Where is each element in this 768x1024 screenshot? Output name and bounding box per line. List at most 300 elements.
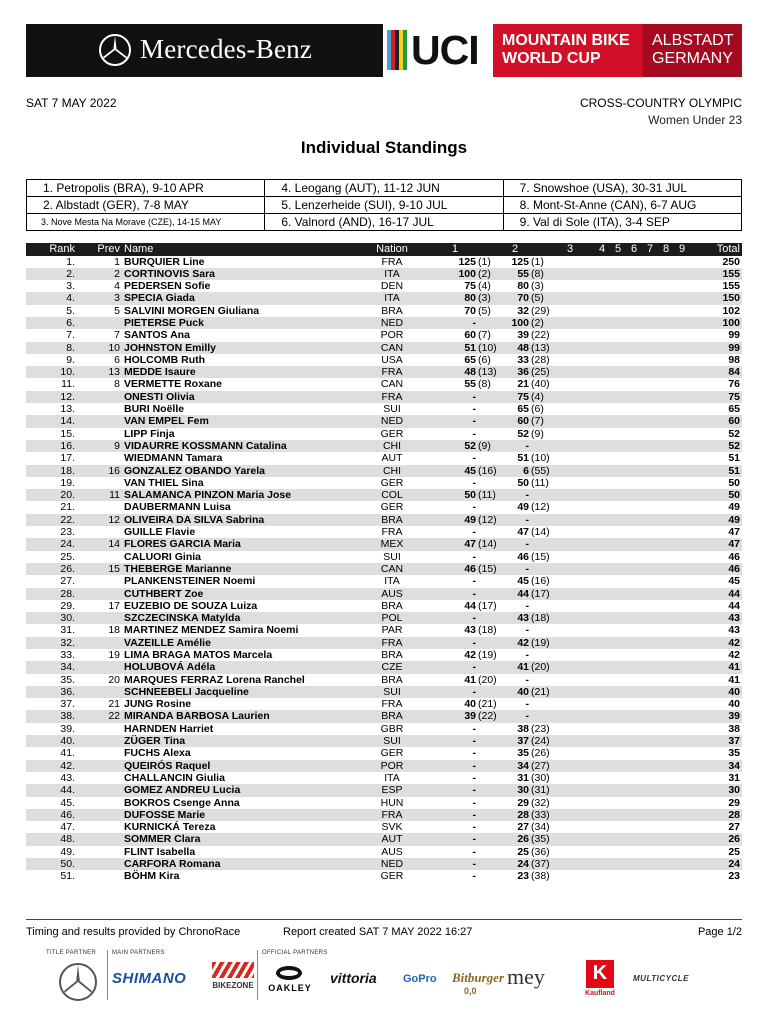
- round1-place: (15): [478, 562, 497, 575]
- round2-points: 80: [517, 280, 529, 293]
- event-title: MOUNTAIN BIKE WORLD CUP: [502, 32, 630, 67]
- round2-points: 49: [517, 501, 529, 514]
- rider-name: OLIVEIRA DA SILVA Sabrina: [124, 513, 265, 526]
- table-row: [26, 440, 742, 452]
- round1-points: 52: [464, 439, 476, 452]
- total-points: 75: [728, 390, 740, 403]
- prev-cell: 21: [108, 698, 120, 711]
- round2-place: (15): [531, 550, 550, 563]
- rank-cell: 17.: [60, 452, 75, 465]
- nation-cell: AUT: [381, 452, 403, 465]
- rider-name: PLANKENSTEINER Noemi: [124, 575, 256, 588]
- rider-name: CORTINOVIS Sara: [124, 267, 216, 280]
- total-points: 84: [728, 366, 740, 379]
- event-city: ALBSTADT GERMANY: [643, 24, 742, 77]
- nation-cell: SVK: [381, 821, 403, 834]
- round1-points: -: [472, 316, 476, 329]
- round2-place: (7): [531, 415, 544, 428]
- table-row: [26, 870, 742, 882]
- rank-cell: 48.: [60, 833, 75, 846]
- round1-points: -: [472, 747, 476, 760]
- prev-cell: 12: [108, 513, 120, 526]
- col-round-1: 1: [451, 243, 459, 255]
- table-row: [26, 797, 742, 809]
- round2-points: -: [525, 562, 529, 575]
- nation-cell: BRA: [381, 513, 403, 526]
- round2-place: (16): [531, 575, 550, 588]
- round1-place: (12): [478, 513, 497, 526]
- nation-cell: GER: [380, 870, 404, 883]
- rank-cell: 11.: [61, 378, 75, 391]
- rider-name: SALVINI MORGEN Giuliana: [124, 304, 260, 317]
- rank-cell: 27.: [60, 575, 75, 588]
- round2-place: (22): [531, 329, 550, 342]
- rank-cell: 36.: [60, 685, 75, 698]
- round2-points: 60: [517, 415, 529, 428]
- rider-name: BÖHM Kira: [124, 870, 180, 883]
- rider-name: KURNICKÁ Tereza: [124, 821, 216, 834]
- rider-name: VAN EMPEL Fem: [124, 415, 209, 428]
- round1-points: 50: [464, 489, 476, 502]
- official-partners-label: OFFICIAL PARTNERS: [262, 950, 328, 956]
- round2-points: 51: [517, 452, 529, 465]
- mey-logo: mey: [507, 964, 545, 989]
- round2-points: -: [525, 673, 529, 686]
- table-row: [26, 526, 742, 538]
- round2-points: 34: [517, 759, 529, 772]
- total-points: 51: [728, 452, 740, 465]
- round2-points: 47: [517, 526, 529, 539]
- round2-place: (13): [531, 341, 550, 354]
- table-row: [26, 280, 742, 292]
- round-cell: 3. Nove Mesta Na Morave (CZE), 14-15 MAY: [27, 214, 265, 231]
- rider-name: SALAMANCA PINZON Maria Jose: [124, 489, 292, 502]
- rank-cell: 20.: [60, 489, 75, 502]
- round1-place: (18): [478, 624, 497, 637]
- rounds-row: [27, 180, 742, 197]
- round2-place: (34): [531, 821, 550, 834]
- col-round-5: 5: [615, 243, 622, 255]
- round1-place: (21): [478, 698, 497, 711]
- round1-points: 65: [464, 353, 476, 366]
- prev-cell: 10: [108, 341, 120, 354]
- round1-place: (10): [478, 341, 497, 354]
- round2-points: 46: [517, 550, 529, 563]
- round1-place: (2): [478, 267, 491, 280]
- col-nation: Nation: [376, 243, 408, 255]
- bitburger-logo: [452, 964, 505, 1000]
- round2-place: (18): [531, 612, 550, 625]
- round2-place: (5): [531, 292, 544, 305]
- total-points: 31: [728, 771, 740, 784]
- table-row: [26, 809, 742, 821]
- total-points: 24: [728, 858, 740, 871]
- round1-points: -: [472, 661, 476, 674]
- round2-points: 43: [517, 612, 529, 625]
- round1-points: 44: [464, 599, 476, 612]
- total-points: 42: [728, 649, 740, 661]
- round1-points: 48: [464, 366, 476, 379]
- rounds-row: [27, 197, 742, 214]
- nation-cell: GER: [380, 476, 404, 489]
- round1-points: -: [472, 796, 476, 809]
- total-points: 155: [722, 267, 740, 280]
- rank-cell: 37.: [60, 698, 75, 711]
- oakley-ellipse-icon: [276, 966, 302, 980]
- rider-name: FLINT Isabella: [124, 845, 196, 858]
- round2-place: (38): [531, 870, 550, 883]
- rank-cell: 35.: [60, 673, 75, 686]
- total-points: 44: [728, 599, 740, 612]
- nation-cell: NED: [380, 415, 404, 428]
- table-row: [26, 624, 742, 636]
- table-row: [26, 846, 742, 858]
- round1-points: 125: [458, 255, 476, 268]
- round1-points: 45: [464, 464, 476, 477]
- header-banner: [26, 24, 742, 77]
- rank-cell: 21.: [60, 501, 75, 514]
- prev-cell: 2: [114, 267, 120, 280]
- prev-cell: 9: [114, 439, 120, 452]
- round1-place: (22): [478, 710, 497, 723]
- table-row: [26, 723, 742, 735]
- rider-name: VAN THIEL Sina: [124, 476, 204, 489]
- nation-cell: CHI: [382, 464, 402, 477]
- round2-place: (11): [531, 476, 549, 489]
- footer-divider: [26, 919, 742, 920]
- round1-place: (6): [478, 353, 491, 366]
- rank-cell: 8.: [66, 341, 75, 354]
- total-points: 41: [728, 661, 740, 674]
- prev-cell: 18: [108, 624, 120, 637]
- round1-place: (16): [478, 464, 497, 477]
- rank-cell: 26.: [60, 562, 75, 575]
- round1-points: -: [472, 784, 476, 797]
- total-points: 46: [728, 550, 740, 563]
- total-points: 46: [728, 562, 740, 575]
- round2-place: (55): [531, 464, 550, 477]
- round2-points: 38: [517, 722, 529, 735]
- rider-name: LIPP Finja: [124, 427, 175, 440]
- bitburger-text: Bitburger: [452, 970, 505, 985]
- nation-cell: SUI: [383, 685, 401, 698]
- nation-cell: POR: [380, 759, 404, 772]
- round2-place: (27): [531, 759, 550, 772]
- round2-place: (3): [531, 280, 544, 293]
- table-row: [26, 563, 742, 575]
- round2-place: (10): [531, 452, 550, 465]
- nation-cell: CHI: [382, 439, 402, 452]
- round2-place: (37): [531, 858, 550, 871]
- col-rank: Rank: [49, 243, 75, 255]
- rider-name: ZÜGER Tina: [124, 735, 186, 748]
- total-points: 98: [728, 353, 740, 366]
- prev-cell: 6: [114, 353, 120, 366]
- round1-points: -: [472, 575, 476, 588]
- round1-points: 70: [464, 304, 476, 317]
- round-cell: 9. Val di Sole (ITA), 3-4 SEP: [503, 214, 741, 231]
- rider-name: SPECIA Giada: [124, 292, 195, 305]
- bikezone-text: BIKEZONE: [212, 981, 254, 990]
- table-row: [26, 268, 742, 280]
- round2-place: (30): [531, 771, 550, 784]
- total-points: 150: [722, 292, 740, 305]
- round1-points: -: [472, 526, 476, 539]
- table-row: [26, 391, 742, 403]
- round2-place: (12): [531, 501, 550, 514]
- total-points: 99: [728, 329, 740, 342]
- rank-cell: 19.: [60, 476, 75, 489]
- vittoria-logo: vittoria: [330, 970, 377, 986]
- round2-points: 40: [517, 685, 529, 698]
- round2-points: -: [525, 710, 529, 723]
- rank-cell: 46.: [60, 808, 75, 821]
- oakley-text: OAKLEY: [268, 983, 312, 993]
- rider-name: WIEDMANN Tamara: [124, 452, 223, 465]
- round-cell: 4. Leogang (AUT), 11-12 JUN: [265, 180, 503, 197]
- round1-points: -: [472, 427, 476, 440]
- col-round-8: 8: [663, 243, 670, 255]
- nation-cell: ITA: [384, 267, 400, 280]
- rider-name: THEBERGE Marianne: [124, 562, 232, 575]
- round2-place: (36): [531, 845, 550, 858]
- discipline: CROSS-COUNTRY OLYMPIC: [579, 96, 742, 110]
- partner-divider: [107, 950, 108, 1000]
- total-points: 41: [728, 673, 740, 686]
- round1-place: (3): [478, 292, 491, 305]
- round2-points: 23: [517, 870, 529, 883]
- rank-cell: 44.: [60, 784, 75, 797]
- nation-cell: COL: [381, 489, 403, 502]
- round2-points: 6: [523, 464, 529, 477]
- rank-cell: 23.: [60, 526, 75, 539]
- total-points: 27: [728, 821, 740, 834]
- nation-cell: BRA: [381, 304, 403, 317]
- nation-cell: AUS: [381, 587, 403, 600]
- nation-cell: BRA: [381, 649, 403, 661]
- col-round-6: 6: [631, 243, 638, 255]
- rank-cell: 9.: [66, 353, 75, 366]
- nation-cell: SUI: [383, 735, 401, 748]
- table-row: [26, 317, 742, 329]
- round-cell: 8. Mont-St-Anne (CAN), 6-7 AUG: [503, 197, 741, 214]
- rider-name: BOKROS Csenge Anna: [124, 796, 240, 809]
- mercedes-star-icon: [58, 962, 98, 1002]
- kaufland-text: Kaufland: [585, 990, 615, 997]
- rank-cell: 32.: [60, 636, 75, 649]
- event-date: SAT 7 MAY 2022: [26, 96, 117, 110]
- round1-place: (13): [478, 366, 497, 379]
- rank-cell: 40.: [60, 735, 75, 748]
- rider-name: VERMETTE Roxane: [124, 378, 223, 391]
- col-round-4: 4: [599, 243, 606, 255]
- round1-points: -: [472, 612, 476, 625]
- oakley-logo: [262, 966, 318, 1000]
- total-points: 65: [728, 403, 740, 416]
- round2-points: -: [525, 649, 529, 661]
- round1-points: -: [472, 587, 476, 600]
- round2-points: 50: [517, 476, 529, 489]
- round1-place: (19): [478, 649, 497, 661]
- table-row: [26, 674, 742, 686]
- total-points: 23: [728, 870, 740, 883]
- nation-cell: GER: [380, 427, 404, 440]
- round1-points: -: [472, 870, 476, 883]
- table-row: [26, 784, 742, 796]
- round1-points: -: [472, 821, 476, 834]
- prev-cell: 20: [108, 673, 120, 686]
- round2-place: (29): [531, 304, 550, 317]
- rank-cell: 38.: [60, 710, 75, 723]
- rank-cell: 51.: [60, 870, 75, 883]
- round1-place: (7): [478, 329, 491, 342]
- round2-place: (19): [531, 636, 550, 649]
- round2-points: 32: [517, 304, 529, 317]
- round2-points: 65: [517, 403, 529, 416]
- round2-place: (28): [531, 353, 550, 366]
- prev-cell: 1: [114, 255, 120, 268]
- nation-cell: NED: [380, 858, 404, 871]
- total-points: 43: [728, 624, 740, 637]
- round2-place: (32): [531, 796, 550, 809]
- standings-table: [26, 243, 742, 883]
- table-row: [26, 821, 742, 833]
- round1-place: (14): [478, 538, 497, 551]
- nation-cell: ITA: [384, 575, 400, 588]
- total-points: 100: [722, 316, 740, 329]
- rider-name: QUEIRÓS Raquel: [124, 759, 211, 772]
- table-row: [26, 292, 742, 304]
- rider-name: PEDERSEN Sofie: [124, 280, 211, 293]
- total-points: 38: [728, 722, 740, 735]
- round2-place: (40): [531, 378, 550, 391]
- rider-name: JOHNSTON Emilly: [124, 341, 216, 354]
- rounds-row: [27, 214, 742, 231]
- table-row: [26, 747, 742, 759]
- rank-cell: 4.: [66, 292, 75, 305]
- rider-name: FLORES GARCIA Maria: [124, 538, 241, 551]
- round2-points: 25: [517, 845, 529, 858]
- table-row: [26, 637, 742, 649]
- rider-name: GUILLE Flavie: [124, 526, 196, 539]
- round1-points: -: [472, 808, 476, 821]
- table-row: [26, 428, 742, 440]
- total-points: 50: [728, 476, 740, 489]
- total-points: 50: [728, 489, 740, 502]
- col-total: Total: [716, 243, 740, 255]
- total-points: 49: [728, 513, 740, 526]
- prev-cell: 22: [108, 710, 120, 723]
- round1-place: (8): [478, 378, 491, 391]
- nation-cell: AUT: [381, 833, 403, 846]
- total-points: 44: [728, 587, 740, 600]
- rider-name: GOMEZ ANDREU Lucia: [124, 784, 241, 797]
- total-points: 51: [728, 464, 740, 477]
- table-row: [26, 342, 742, 354]
- round2-points: -: [525, 489, 529, 502]
- nation-cell: FRA: [381, 390, 403, 403]
- nation-cell: MEX: [380, 538, 404, 551]
- bikezone-logo: [212, 962, 254, 996]
- rider-name: MEDDE Isaure: [124, 366, 196, 379]
- round2-place: (26): [531, 747, 550, 760]
- rank-cell: 14.: [60, 415, 75, 428]
- nation-cell: FRA: [381, 636, 403, 649]
- round2-points: 41: [517, 661, 529, 674]
- nation-cell: GER: [380, 747, 404, 760]
- category: Women Under 23: [648, 113, 742, 127]
- total-points: 25: [728, 845, 740, 858]
- prev-cell: 17: [108, 599, 120, 612]
- nation-cell: SUI: [383, 550, 401, 563]
- total-points: 155: [722, 280, 740, 293]
- round1-points: -: [472, 735, 476, 748]
- round1-points: 51: [464, 341, 476, 354]
- rank-cell: 31.: [60, 624, 75, 637]
- col-round-3: 3: [566, 243, 574, 255]
- round1-points: -: [472, 636, 476, 649]
- round2-place: (4): [531, 390, 544, 403]
- round2-place: (14): [531, 526, 550, 539]
- total-points: 99: [728, 341, 740, 354]
- rank-cell: 39.: [60, 722, 75, 735]
- round1-place: (1): [478, 255, 491, 268]
- total-points: 52: [728, 427, 740, 440]
- rank-cell: 5.: [66, 304, 75, 317]
- round1-points: 49: [464, 513, 476, 526]
- col-round-9: 9: [679, 243, 686, 255]
- table-row: [26, 698, 742, 710]
- round2-points: -: [525, 599, 529, 612]
- round2-place: (25): [531, 366, 550, 379]
- standings-header: [26, 243, 742, 256]
- round2-points: 45: [517, 575, 529, 588]
- rounds-table: [26, 179, 742, 231]
- rider-name: GONZALEZ OBANDO Yarela: [124, 464, 266, 477]
- round1-place: (11): [478, 489, 496, 502]
- uci-logo: [383, 24, 493, 77]
- rider-name: VIDAURRE KOSSMANN Catalina: [124, 439, 287, 452]
- prev-cell: 3: [114, 292, 120, 305]
- round2-place: (1): [531, 255, 544, 268]
- total-points: 60: [728, 415, 740, 428]
- table-row: [26, 305, 742, 317]
- round1-points: -: [472, 858, 476, 871]
- round2-points: -: [525, 624, 529, 637]
- round1-points: 46: [464, 562, 476, 575]
- round2-points: 39: [517, 329, 529, 342]
- round2-place: (21): [531, 685, 550, 698]
- table-row: [26, 710, 742, 722]
- round2-points: 27: [517, 821, 529, 834]
- rider-name: FUCHS Alexa: [124, 747, 191, 760]
- table-row: [26, 735, 742, 747]
- page-title: Individual Standings: [300, 138, 468, 157]
- rider-name: MIRANDA BARBOSA Laurien: [124, 710, 270, 723]
- round1-points: 60: [464, 329, 476, 342]
- rank-cell: 41.: [60, 747, 75, 760]
- table-row: [26, 514, 742, 526]
- rank-cell: 34.: [60, 661, 75, 674]
- round-cell: 6. Valnord (AND), 16-17 JUL: [265, 214, 503, 231]
- round2-points: -: [525, 439, 529, 452]
- round1-points: -: [472, 415, 476, 428]
- nation-cell: HUN: [380, 796, 404, 809]
- event-title-box: [493, 24, 643, 77]
- round1-points: -: [472, 759, 476, 772]
- rank-cell: 28.: [60, 587, 75, 600]
- round1-place: (20): [478, 673, 497, 686]
